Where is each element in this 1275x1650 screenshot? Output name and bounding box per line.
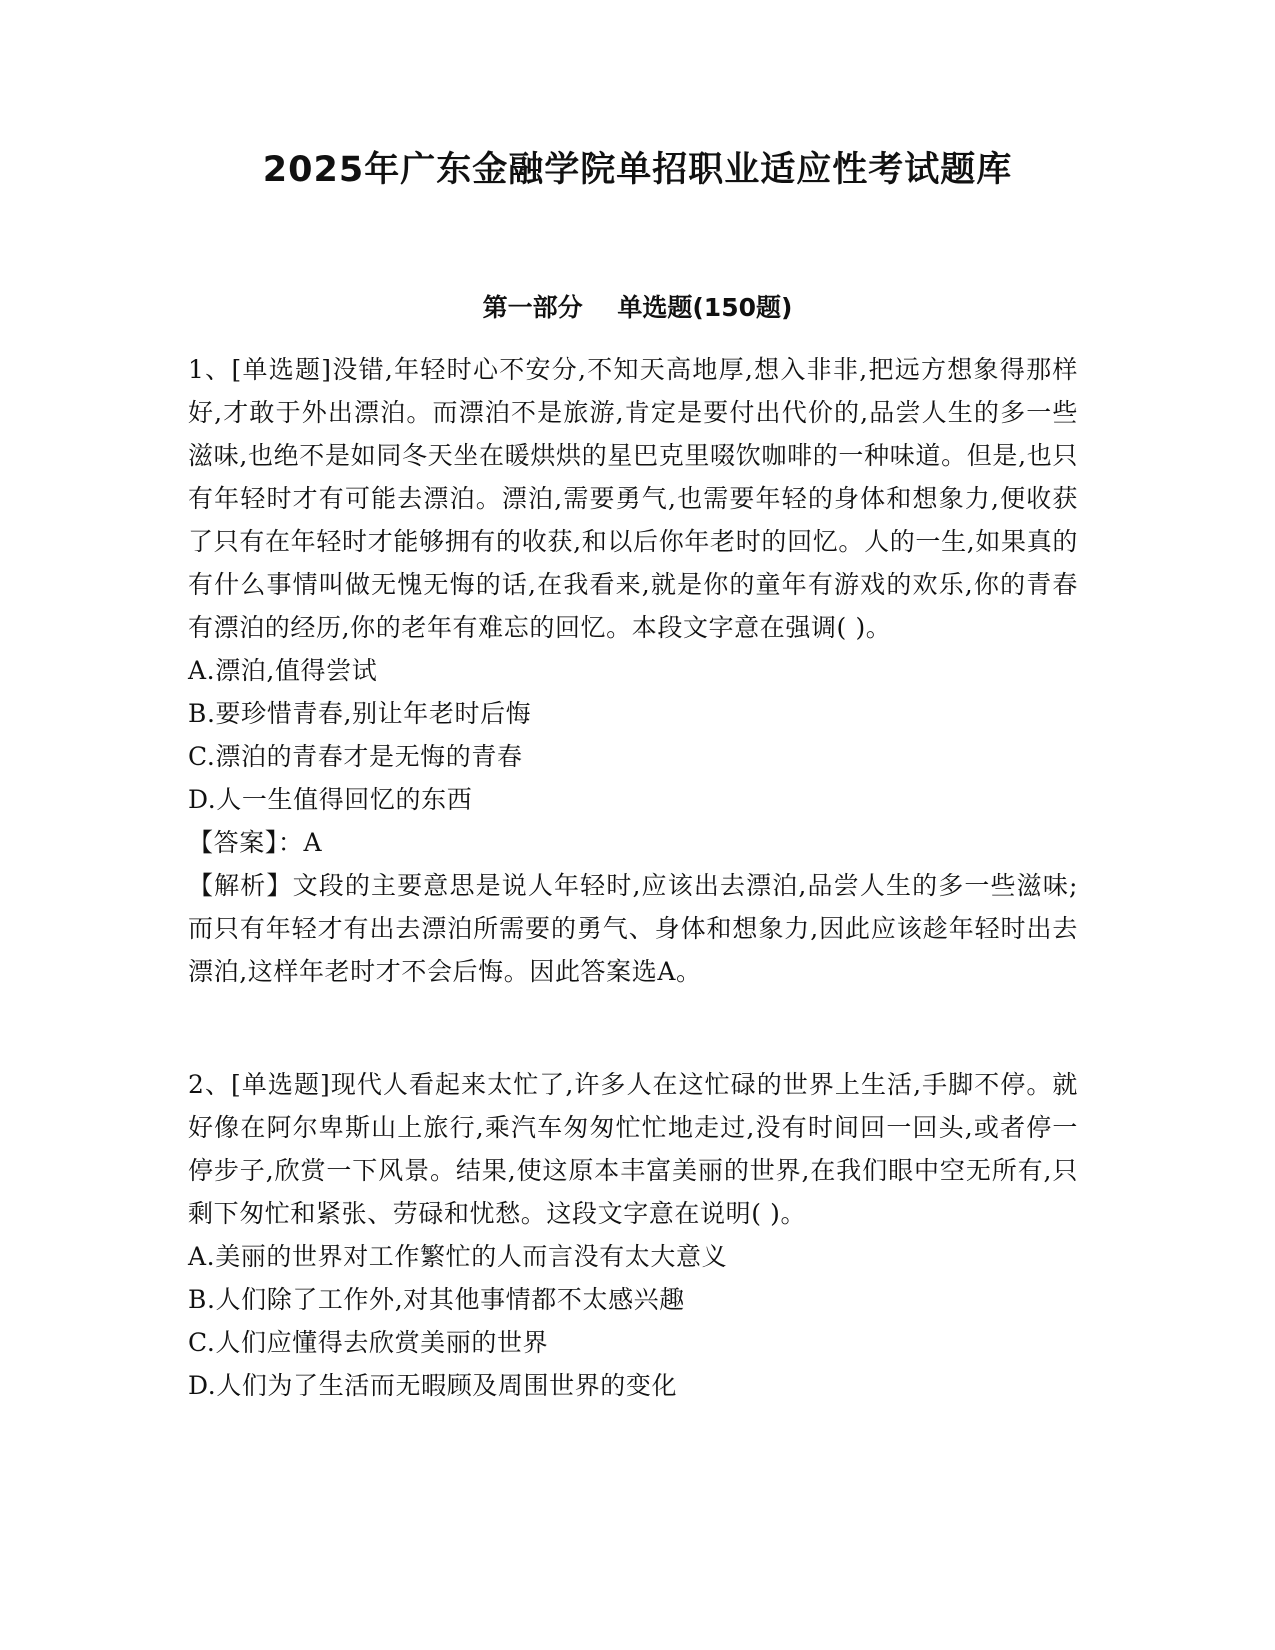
question-1-stem: 1、[单选题]没错,年轻时心不安分,不知天高地厚,想入非非,把远方想象得那样好,才敢于外出漂泊。而漂泊不是旅游,肯定是要付出代价的,品尝人生的多一些滋味,也绝不是如同冬天坐在暖烘烘的星巴克里啜饮咖啡的一种味道。但是,也只有年轻时才有可能去漂泊。漂泊,需要勇气,也需要年轻的身体和想象力,便收获了只有在年轻时才能够拥有的收获,和以后你年老时的回忆。人的一生,如果真的有什么事情叫做无愧无悔的话,在我看来,就是你的童年有游戏的欢乐,你的青春有漂泊的经历,你的老年有难忘的回忆。本段文字意在强调( )。: [188, 355, 1078, 642]
section-title: 第一部分 单选题(150题): [482, 293, 793, 322]
question-1-analysis: 【解析】文段的主要意思是说人年轻时,应该出去漂泊,品尝人生的多一些滋味;而只有年轻才有出去漂泊所需要的勇气、身体和想象力,因此应该趁年轻时出去漂泊,这样年老时才不会后悔。因此答案选A。: [188, 871, 1078, 986]
question-2-option-d: D.人们为了生活而无暇顾及周围世界的变化: [188, 1371, 678, 1400]
question-1-answer: 【答案】：A: [188, 828, 323, 857]
question-1-option-c: C.漂泊的青春才是无悔的青春: [188, 742, 523, 771]
question-1-option-d: D.人一生值得回忆的东西: [188, 785, 473, 814]
question-1-option-b: B.要珍惜青春,别让年老时后悔: [188, 699, 532, 728]
question-2-option-a: A.美丽的世界对工作繁忙的人而言没有太大意义: [188, 1242, 728, 1271]
question-2-options: [188, 1235, 1078, 1407]
question-1-options: [188, 649, 1078, 821]
question-2: [188, 1063, 1078, 1407]
question-2-option-c: C.人们应懂得去欣赏美丽的世界: [188, 1328, 549, 1357]
question-1: [188, 348, 1078, 993]
question-1-option-a: A.漂泊,值得尝试: [188, 656, 378, 685]
question-2-stem: 2、[单选题]现代人看起来太忙了,许多人在这忙碌的世界上生活,手脚不停。就好像在阿尔卑斯山上旅行,乘汽车匆匆忙忙地走过,没有时间回一回头,或者停一停步子,欣赏一下风景。结果,使这原本丰富美丽的世界,在我们眼中空无所有,只剩下匆忙和紧张、劳碌和忧愁。这段文字意在说明( )。: [188, 1070, 1078, 1228]
question-2-option-b: B.人们除了工作外,对其他事情都不太感兴趣: [188, 1285, 685, 1314]
document-title: 2025年广东金融学院单招职业适应性考试题库: [262, 150, 1013, 190]
